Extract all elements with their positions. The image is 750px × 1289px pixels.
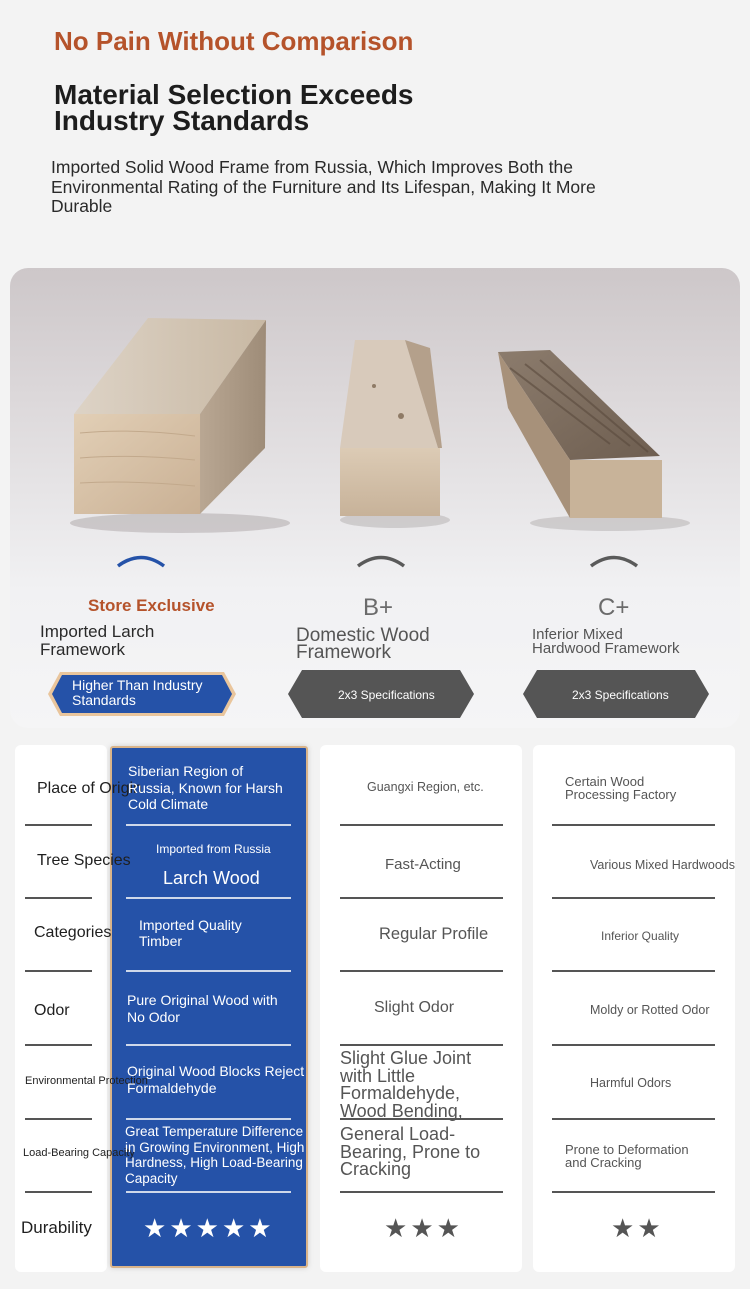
star-icon: ★ xyxy=(436,1213,460,1243)
row-divider xyxy=(340,1191,503,1193)
larch-species: Larch Wood xyxy=(163,868,260,888)
inferior-load: Prone to Deformation and Cracking xyxy=(565,1142,689,1170)
domestic-odor: Slight Odor xyxy=(374,999,455,1016)
label-categories: Categories xyxy=(34,924,112,941)
row-divider xyxy=(340,970,503,972)
domestic-load: General Load-Bearing, Prone to Cracking xyxy=(340,1124,481,1179)
row-divider xyxy=(552,824,715,826)
inferior-origin: Certain Wood Processing Factory xyxy=(565,774,677,802)
star-icon: ★ xyxy=(637,1213,661,1243)
star-icon: ★ xyxy=(384,1213,408,1243)
inferior-species: Various Mixed Hardwoods xyxy=(590,858,735,872)
row-divider xyxy=(340,824,503,826)
row-divider xyxy=(25,897,92,899)
spec-label-inferior: 2x3 Specifications xyxy=(572,688,669,702)
label-tree-species: Tree Species xyxy=(37,852,131,869)
larch-environment: Original Wood Blocks Reject Formaldehyde xyxy=(127,1063,305,1096)
inferior-framework-name xyxy=(532,628,680,656)
star-icon: ★ xyxy=(611,1213,635,1243)
larch-odor: Pure Original Wood with No Odor xyxy=(127,992,278,1025)
label-odor: Odor xyxy=(34,1002,70,1019)
row-divider xyxy=(340,897,503,899)
row-divider xyxy=(25,1118,92,1120)
headline-line2: Industry Standards xyxy=(54,105,310,136)
row-divider xyxy=(126,824,291,826)
domestic-name-line2: Framework xyxy=(296,642,392,663)
domestic-environment: Slight Glue Joint with Little Formaldehyde, Wood Bending, xyxy=(340,1048,472,1121)
inferior-categories: Inferior Quality xyxy=(601,929,680,943)
description-text: Imported Solid Wood Frame from Russia, Which Improves Both the Environmental Rating of the Furniture and Its Lifespan, Making It More Durable xyxy=(51,157,596,216)
badge-line1: Higher Than Industry xyxy=(72,677,203,693)
chevron-up-icon xyxy=(116,553,166,569)
inferior-odor: Moldy or Rotted Odor xyxy=(590,1003,710,1017)
larch-species-sub: Imported from Russia xyxy=(156,842,271,856)
larch-name-line1: Imported Larch xyxy=(40,622,155,641)
row-divider xyxy=(25,824,92,826)
row-divider xyxy=(126,1118,291,1120)
row-divider xyxy=(25,970,92,972)
higher-standards-label xyxy=(72,678,202,708)
star-icon: ★ xyxy=(248,1213,272,1243)
row-divider xyxy=(552,897,715,899)
domestic-framework-name xyxy=(296,627,430,661)
star-icon: ★ xyxy=(410,1213,434,1243)
larch-framework-name xyxy=(40,623,154,659)
section-kicker: No Pain Without Comparison xyxy=(54,26,414,56)
inferior-name-line2: Hardwood Framework xyxy=(532,640,680,657)
inferior-environment: Harmful Odors xyxy=(590,1076,672,1090)
label-durability: Durability xyxy=(21,1218,92,1237)
star-icon: ★ xyxy=(195,1213,219,1243)
grade-b-plus: B+ xyxy=(363,594,394,621)
larch-load: Great Temperature Difference in Growing Environment, High Hardness, High Load-Bearing Capacity xyxy=(125,1124,305,1186)
row-divider xyxy=(25,1044,92,1046)
star-icon: ★ xyxy=(169,1213,193,1243)
domestic-species: Fast-Acting xyxy=(385,856,461,873)
domestic-origin: Guangxi Region, etc. xyxy=(367,780,484,794)
row-divider xyxy=(552,1044,715,1046)
row-divider xyxy=(25,1191,92,1193)
larch-origin: Siberian Region of Russia, Known for Harsh Cold Climate xyxy=(128,763,283,812)
row-divider xyxy=(552,970,715,972)
star-icon: ★ xyxy=(221,1213,246,1243)
chevron-up-icon xyxy=(356,553,406,569)
grade-c-plus: C+ xyxy=(598,594,630,621)
headline-line1: Material Selection Exceeds xyxy=(54,79,414,110)
chevron-up-icon xyxy=(589,553,639,569)
larch-categories: Imported Quality Timber xyxy=(139,917,242,949)
domestic-name-line1: Domestic Wood xyxy=(296,625,430,646)
domestic-categories: Regular Profile xyxy=(379,925,489,943)
page-title xyxy=(54,79,474,136)
star-icon: ★ xyxy=(143,1213,167,1243)
label-place-of-origin: Place of Origin xyxy=(37,780,142,797)
larch-durability-rating xyxy=(143,1215,272,1241)
spec-label-domestic: 2x3 Specifications xyxy=(338,688,435,702)
row-divider xyxy=(340,1044,503,1046)
inferior-name-line1: Inferior Mixed xyxy=(532,626,623,643)
store-exclusive-tag: Store Exclusive xyxy=(88,596,215,615)
row-divider xyxy=(552,1118,715,1120)
row-divider xyxy=(126,970,291,972)
row-divider xyxy=(552,1191,715,1193)
label-load-bearing: Load-Bearing Capacity xyxy=(23,1147,135,1159)
inferior-durability-rating xyxy=(611,1215,661,1241)
badge-line2: Standards xyxy=(72,692,136,708)
row-divider xyxy=(126,1044,291,1046)
domestic-durability-rating xyxy=(384,1215,460,1241)
label-environmental-protection: Environmental Protection xyxy=(25,1075,148,1087)
larch-name-line2: Framework xyxy=(40,640,126,659)
row-divider xyxy=(126,897,291,899)
row-divider xyxy=(126,1191,291,1193)
